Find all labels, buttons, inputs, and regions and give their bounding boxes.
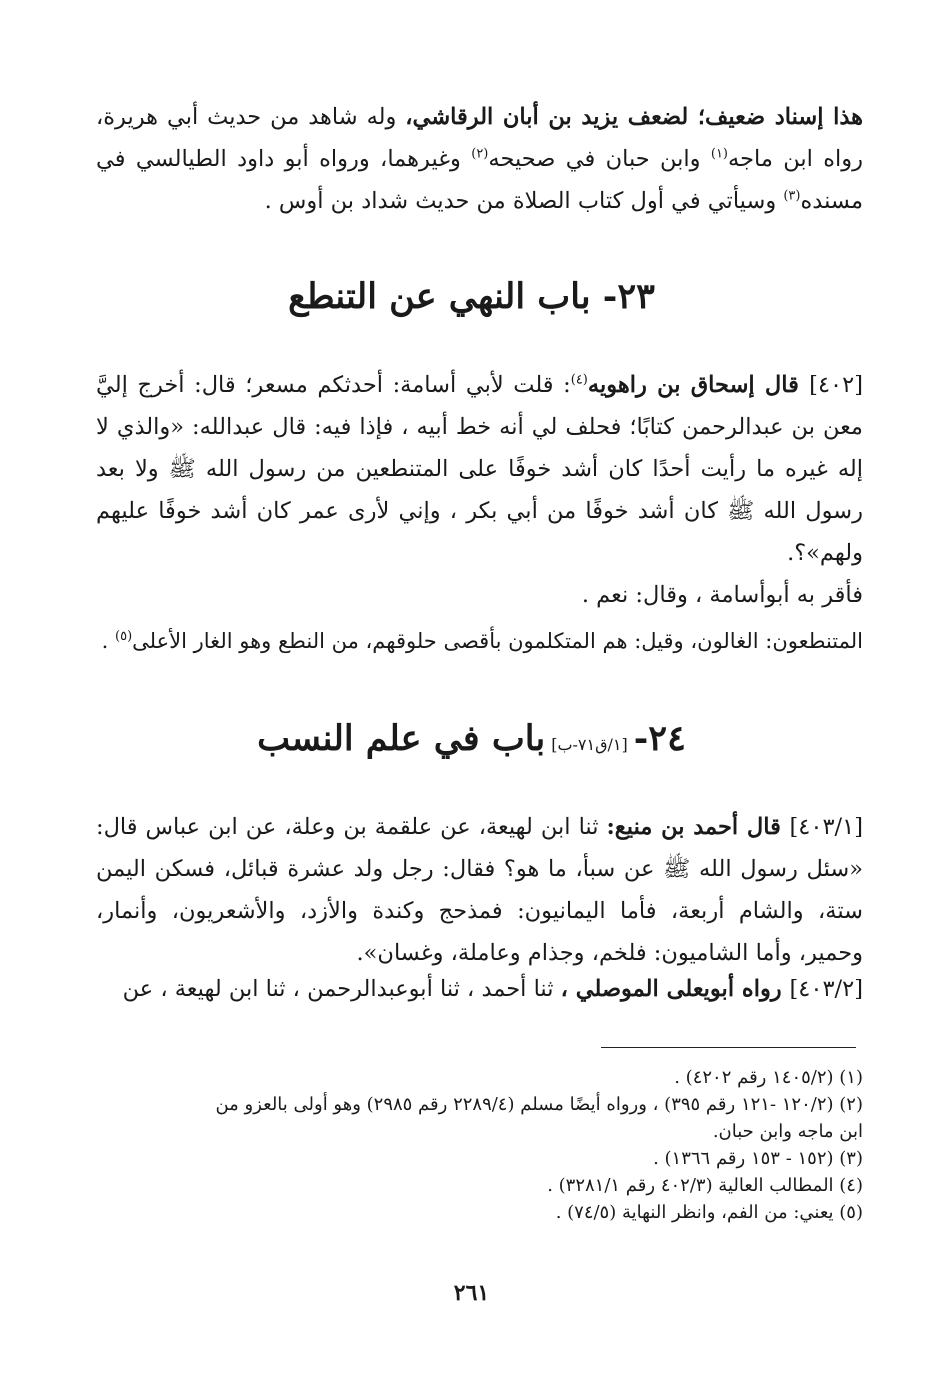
confirm-paragraph: فأقر به أبوأسامة ، وقال: نعم . xyxy=(581,582,863,608)
hadith-403-2-number: [٤٠٣/٢] xyxy=(789,976,863,1002)
page-number: ٢٦١ xyxy=(453,1280,490,1306)
confirm-block xyxy=(96,574,863,616)
hadith-403-1-number: [٤٠٣/١] xyxy=(789,814,863,840)
footnote-2-continuation: ابن ماجه وابن حبان. xyxy=(712,1121,863,1142)
hadith-402-number: [٤٠٢] xyxy=(809,372,863,398)
intro-paragraph xyxy=(96,96,863,222)
footnote-divider xyxy=(601,1047,856,1048)
footnote-ref-1: (١) xyxy=(710,146,728,162)
hadith-403-2-block xyxy=(96,968,863,1010)
hadith-403-2-narrator: رواه أبويعلى الموصلي ، xyxy=(560,976,790,1002)
footnote-ref-2: (٢) xyxy=(471,146,489,162)
manuscript-ref: [١/ق٧١-ب] xyxy=(551,735,628,754)
hadith-402-narrator: قال إسحاق بن راهويه xyxy=(587,372,810,398)
footnote-ref-3: (٣) xyxy=(783,188,801,204)
footnote-5: (٥) يعني: من الفم، وانظر النهاية (٧٤/٥) . xyxy=(555,1202,863,1223)
definition-paragraph xyxy=(90,620,863,662)
intro-paragraph-block xyxy=(96,96,863,222)
hadith-403-1-narrator: قال أحمد بن منيع: xyxy=(606,814,790,840)
hadith-402-block xyxy=(96,364,863,574)
intro-text-1: وله شاهد من حديث أبي هريرة، رواه ابن ماجه xyxy=(96,104,863,172)
intro-bold: هذا إسناد ضعيف؛ لضعف يزيد بن أبان الرقاشي، xyxy=(405,104,864,130)
hadith-402 xyxy=(96,364,863,574)
hadith-402-text: : قلت لأبي أسامة: أحدثكم مسعر؛ قال: أخرج إليَّ معن بن عبدالرحمن كتابًا؛ فحلف لي أنه خط أبيه ، فإذا فيه: قال عبدالله: «والذي لا إله غيره ما رأيت أحدًا كان أشد خوفًا على المتنطعين من رسول الله ﷺ ولا بعد رسول الله ﷺ كان أشد خوفًا من أبي بكر ، وإني لأرى عمر كان أشد خوفًا عليهم ولهم»؟. xyxy=(96,372,863,566)
intro-text-4: وسيأتي في أول كتاب الصلاة من حديث شداد بن أوس . xyxy=(264,188,784,214)
hadith-403-2 xyxy=(96,968,863,1010)
section-23-heading: ٢٣- باب النهي عن التنطع xyxy=(288,276,655,317)
hadith-403-1-text: ثنا ابن لهيعة، عن علقمة بن وعلة، عن ابن عباس قال: «سئل رسول الله ﷺ عن سبأ، ما هو؟ فقال: رجل ولد عشرة قبائل، فسكن اليمن ستة، والشام أربعة، فأما اليمانيون: فمذحج وكندة والأزد، والأشعريون، وأنمار، وحمير، وأما الشاميون: فلخم، وجذام وعاملة، وغسان». xyxy=(96,814,863,966)
footnote-3: (٣) (١٥٢ - ١٥٣ رقم ١٣٦٦) . xyxy=(653,1148,863,1169)
hadith-403-1-block xyxy=(96,806,863,974)
definition-end: . xyxy=(101,629,116,653)
hadith-403-2-text: ثنا أحمد ، ثنا أبوعبدالرحمن ، ثنا ابن لهيعة ، عن xyxy=(122,976,561,1002)
footnote-4: (٤) المطالب العالية (٤٠٢/٣ رقم ٣٢٨١/١) . xyxy=(547,1175,863,1196)
definition-block xyxy=(90,620,863,662)
hadith-403-1 xyxy=(96,806,863,974)
footnotes xyxy=(96,1064,863,1226)
intro-text-3: وغيرهما، ورواه أبو داود الطيالسي في مسنده xyxy=(96,146,863,214)
intro-text-2: وابن حبان في صحيحه xyxy=(488,146,711,172)
section-24-title: باب في علم النسب xyxy=(257,718,546,759)
footnote-2: (٢) (١٢٠/٢ -١٢١ رقم ٣٩٥) ، ورواه أيضًا مسلم (٢٢٨٩/٤ رقم ٢٩٨٥) وهو أولى بالعزو من xyxy=(215,1094,863,1115)
section-24-number: ٢٤- xyxy=(633,718,686,759)
footnote-ref-5: (٥) xyxy=(115,629,133,644)
definition-text: المتنطعون: الغالون، وقيل: هم المتكلمون بأقصى حلوقهم، من النطع وهو الغار الأعلى xyxy=(132,629,863,653)
section-24-heading xyxy=(0,718,943,759)
footnote-1: (١) (١٤٠٥/٢ رقم ٤٢٠٢) . xyxy=(674,1067,863,1088)
footnote-ref-4: (٤) xyxy=(570,372,588,388)
